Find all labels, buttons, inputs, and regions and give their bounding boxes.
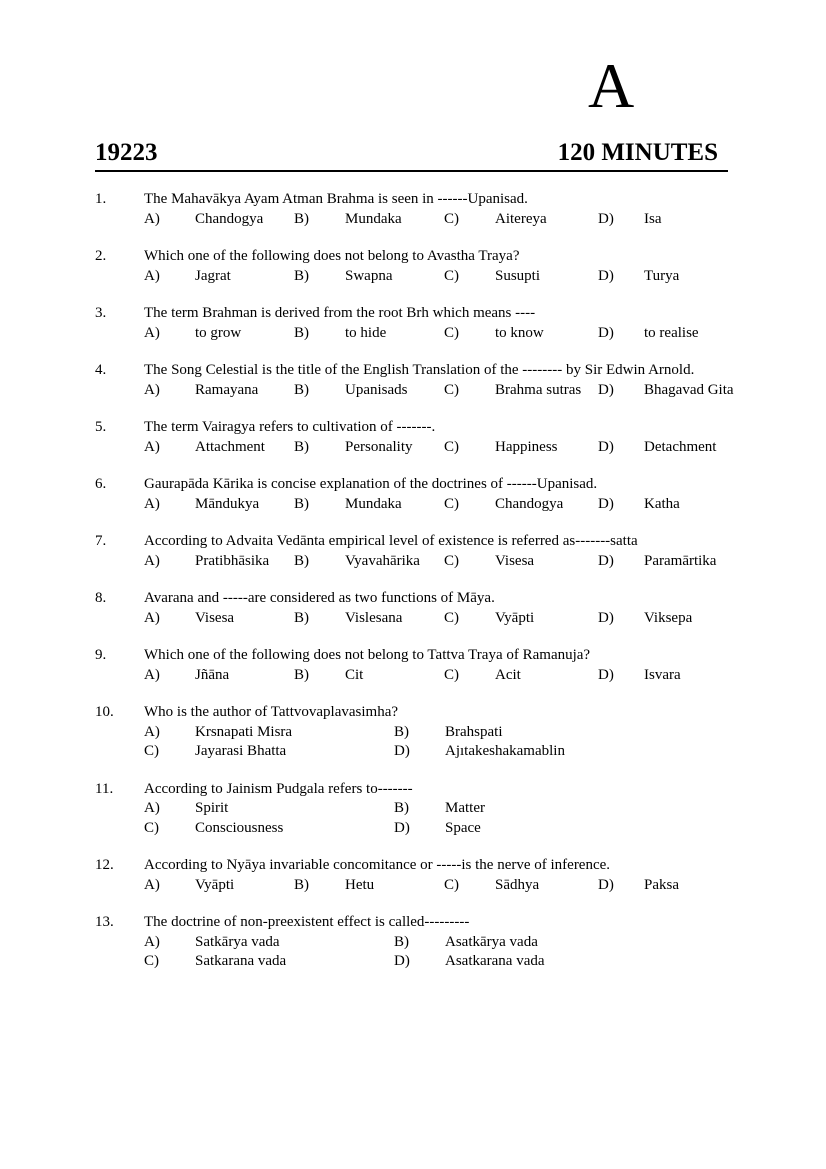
question-number: 3. [95, 305, 107, 321]
option-text: Upanisads [345, 381, 408, 398]
option-letter: D) [598, 552, 614, 569]
question-item [95, 304, 775, 343]
question-item [95, 247, 775, 286]
question-list [95, 190, 775, 990]
question-item [95, 361, 775, 400]
option-text: Isa [644, 210, 662, 227]
option-letter: A) [144, 552, 160, 569]
option-text: Attachment [195, 438, 265, 455]
option-letter: D) [394, 743, 410, 759]
option-text: Brahma sutras [495, 381, 582, 398]
option-text: Matter [445, 800, 485, 816]
option-text: Acit [495, 666, 521, 683]
option-text: Spirit [195, 800, 229, 816]
question-item [95, 475, 775, 514]
option-letter: C) [144, 953, 159, 969]
option-letter: C) [444, 609, 459, 626]
option-letter: C) [144, 743, 159, 759]
question-number: 7. [95, 533, 107, 549]
option-text: Bhagavad Gita [644, 381, 734, 398]
option-text: Jayarasi Bhatta [195, 743, 287, 759]
question-text: Avarana and -----are considered as two functions of Māya. [144, 590, 495, 606]
option-text: Swapna [345, 267, 393, 284]
question-text: Which one of the following does not belong to Tattva Traya of Ramanuja? [144, 647, 591, 663]
option-letter: C) [444, 210, 459, 227]
option-text: Satkarana vada [195, 953, 287, 969]
option-text: Aitereya [495, 210, 547, 227]
option-text: Vyavahārika [345, 552, 420, 569]
question-text: The doctrine of non-preexistent effect is called--------- [144, 914, 470, 930]
option-row [95, 267, 775, 287]
option-letter: C) [444, 267, 459, 284]
option-text: to know [495, 324, 544, 341]
question-item [95, 190, 775, 229]
question-set-letter: A [588, 50, 635, 121]
option-text: Mundaka [345, 210, 402, 227]
option-text: Paramārtika [644, 552, 717, 569]
question-number: 11. [95, 780, 114, 797]
option-letter: B) [394, 933, 409, 950]
exam-duration: 120 MINUTES [557, 139, 718, 166]
option-letter: C) [144, 819, 159, 836]
option-letter: A) [144, 876, 160, 893]
option-text: Vyāpti [195, 876, 235, 893]
option-text: Vislesana [345, 609, 403, 626]
option-text: Visesa [495, 552, 535, 569]
option-letter: B) [294, 210, 309, 227]
option-letter: A) [144, 933, 160, 950]
option-row [95, 933, 775, 953]
option-letter: C) [444, 381, 459, 398]
option-letter: B) [394, 800, 409, 816]
option-row [95, 324, 775, 344]
option-letter: C) [444, 876, 459, 893]
option-text: Paksa [644, 876, 679, 893]
option-text: Personality [345, 438, 413, 455]
option-letter: B) [294, 666, 309, 683]
option-text: Jñāna [195, 666, 230, 683]
option-letter: A) [144, 800, 160, 816]
question-number: 2. [95, 248, 107, 264]
option-row [95, 210, 775, 230]
question-item [95, 418, 775, 457]
option-text: Satkārya vada [195, 933, 280, 950]
question-item [95, 646, 775, 685]
question-text: According to Advaita Vedānta empirical level of existence is referred as-------satta [144, 533, 638, 549]
question-text: According to Nyāya invariable concomitance or -----is the nerve of inference. [144, 857, 611, 873]
question-number: 4. [95, 362, 107, 378]
option-row [95, 609, 775, 629]
option-letter: A) [144, 210, 160, 227]
option-row [95, 666, 775, 686]
option-text: Ajıtakeshakamablin [445, 743, 565, 759]
option-letter: D) [598, 267, 614, 284]
option-letter: C) [444, 324, 459, 341]
option-letter: B) [394, 723, 409, 740]
question-text: According to Jainism Pudgala refers to------- [144, 780, 413, 797]
question-item [95, 703, 775, 762]
option-row [95, 438, 775, 458]
paper-code: 19223 [95, 139, 158, 166]
question-number: 1. [95, 191, 107, 207]
option-letter: C) [444, 438, 459, 455]
option-text: to realise [644, 324, 699, 341]
option-letter: D) [598, 324, 614, 341]
option-text: to hide [345, 324, 387, 341]
option-letter: B) [294, 495, 309, 512]
option-text: Mundaka [345, 495, 402, 512]
question-item [95, 856, 775, 895]
question-number: 8. [95, 590, 107, 606]
option-text: Ramayana [195, 381, 259, 398]
option-text: Turya [644, 267, 680, 284]
option-letter: D) [598, 495, 614, 512]
option-letter: A) [144, 609, 160, 626]
option-text: Visesa [195, 609, 235, 626]
option-text: Katha [644, 495, 680, 512]
option-letter: A) [144, 438, 160, 455]
question-text: The term Vairagya refers to cultivation of -------. [144, 419, 436, 435]
option-letter: D) [598, 609, 614, 626]
option-letter: D) [394, 819, 410, 836]
option-letter: A) [144, 666, 160, 683]
option-text: Isvara [644, 666, 681, 683]
question-item [95, 913, 775, 972]
question-number: 5. [95, 419, 107, 435]
question-text: Who is the author of Tattvovaplavasimha? [144, 704, 399, 720]
option-text: Chandogya [195, 210, 264, 227]
option-letter: D) [598, 666, 614, 683]
option-letter: A) [144, 381, 160, 398]
option-row [95, 723, 775, 743]
option-text: Asatkarana vada [445, 953, 545, 969]
option-letter: D) [598, 438, 614, 455]
option-letter: D) [598, 876, 614, 893]
option-letter: D) [394, 953, 410, 969]
option-row [95, 819, 775, 839]
option-text: Brahspati [445, 723, 503, 740]
question-item [95, 589, 775, 628]
option-row [95, 952, 775, 972]
option-row [95, 799, 775, 819]
question-text: Which one of the following does not belong to Avastha Traya? [144, 248, 520, 264]
option-row [95, 381, 775, 401]
option-letter: B) [294, 876, 309, 893]
option-text: Consciousness [195, 819, 284, 836]
option-text: Susupti [495, 267, 541, 284]
option-text: Detachment [644, 438, 717, 455]
option-letter: A) [144, 324, 160, 341]
question-number: 10. [95, 704, 114, 720]
question-number: 13. [95, 914, 114, 930]
option-row [95, 876, 775, 896]
option-letter: D) [598, 210, 614, 227]
option-letter: A) [144, 723, 160, 740]
option-row [95, 495, 775, 515]
question-text: The term Brahman is derived from the root Brh which means ---- [144, 305, 536, 321]
option-letter: B) [294, 552, 309, 569]
option-text: Happiness [495, 438, 558, 455]
option-text: Krsnapati Misra [195, 723, 293, 740]
question-number: 9. [95, 647, 107, 663]
option-text: Māndukya [195, 495, 260, 512]
question-text: The Mahavākya Ayam Atman Brahma is seen in ------Upanisad. [144, 191, 528, 207]
option-text: Vyāpti [495, 609, 535, 626]
exam-header [95, 138, 728, 172]
option-letter: C) [444, 495, 459, 512]
option-letter: B) [294, 381, 309, 398]
option-text: Space [445, 819, 481, 836]
option-text: Asatkārya vada [445, 933, 538, 950]
question-text: Gaurapāda Kārika is concise explanation of the doctrines of ------Upanisad. [144, 476, 598, 492]
option-text: to grow [195, 324, 242, 341]
option-text: Chandogya [495, 495, 564, 512]
option-text: Hetu [345, 876, 375, 893]
option-letter: C) [444, 666, 459, 683]
question-item [95, 780, 775, 839]
question-number: 12. [95, 857, 114, 873]
question-text: The Song Celestial is the title of the English Translation of the -------- by Sir Edwin Arnold. [144, 362, 695, 378]
option-letter: B) [294, 438, 309, 455]
option-row [95, 742, 775, 762]
option-letter: D) [598, 381, 614, 398]
question-number: 6. [95, 476, 107, 492]
option-text: Jagrat [195, 267, 231, 284]
option-text: Pratibhāsika [195, 552, 270, 569]
option-letter: A) [144, 495, 160, 512]
option-letter: A) [144, 267, 160, 284]
option-text: Viksepa [644, 609, 693, 626]
option-letter: B) [294, 609, 309, 626]
option-letter: C) [444, 552, 459, 569]
option-text: Sādhya [495, 876, 540, 893]
question-item [95, 532, 775, 571]
option-letter: B) [294, 324, 309, 341]
option-text: Cit [345, 666, 364, 683]
option-row [95, 552, 775, 572]
option-letter: B) [294, 267, 309, 284]
